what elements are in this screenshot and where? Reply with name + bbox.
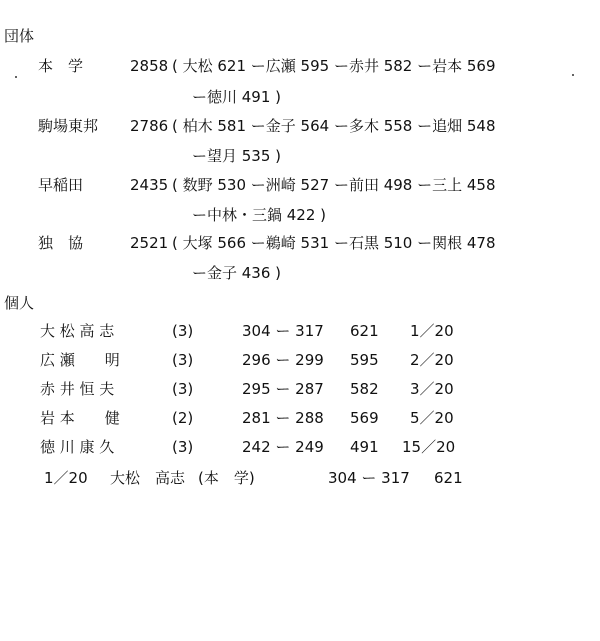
player-grade: (3) <box>172 380 194 398</box>
individual-heading: 個人 <box>4 294 35 312</box>
player-scores: 281 ー 288 <box>242 409 324 427</box>
team-school: 本 学 <box>38 57 84 75</box>
team-total: 2858 <box>130 57 169 75</box>
margin-dot <box>572 74 574 76</box>
player-rank: 1／20 <box>410 322 454 340</box>
player-total: 595 <box>350 351 379 369</box>
player-total: 491 <box>350 438 379 456</box>
team-members-line1: ( 柏木 581 ー金子 564 ー多木 558 ー追畑 548 <box>172 117 496 135</box>
player-rank: 3／20 <box>410 380 454 398</box>
summary-scores: 304 ー 317 <box>328 469 410 487</box>
team-members-line1: ( 大松 621 ー広瀬 595 ー赤井 582 ー岩本 569 <box>172 57 496 75</box>
team-total: 2786 <box>130 117 169 135</box>
player-scores: 242 ー 249 <box>242 438 324 456</box>
summary-name: 大松 高志 <box>110 469 186 487</box>
player-rank: 5／20 <box>410 409 454 427</box>
margin-dot <box>15 76 17 78</box>
team-school: 早稲田 <box>38 176 84 194</box>
player-name: 広 瀬 明 <box>40 351 120 369</box>
player-name: 岩 本 健 <box>40 409 120 427</box>
player-name: 徳 川 康 久 <box>40 438 115 456</box>
team-heading: 団体 <box>4 27 35 45</box>
team-school: 駒場東邦 <box>38 117 99 135</box>
player-rank: 2／20 <box>410 351 454 369</box>
team-school: 独 協 <box>38 234 84 252</box>
summary-rank: 1／20 <box>44 469 88 487</box>
player-grade: (3) <box>172 322 194 340</box>
player-scores: 304 ー 317 <box>242 322 324 340</box>
player-grade: (3) <box>172 438 194 456</box>
team-total: 2521 <box>130 234 169 252</box>
player-total: 621 <box>350 322 379 340</box>
player-scores: 295 ー 287 <box>242 380 324 398</box>
player-name: 大 松 高 志 <box>40 322 115 340</box>
team-members-line2: ー金子 436 ) <box>192 264 282 282</box>
player-scores: 296 ー 299 <box>242 351 324 369</box>
team-members-line2: ー望月 535 ) <box>192 147 282 165</box>
player-total: 582 <box>350 380 379 398</box>
team-members-line2: ー中林・三鍋 422 ) <box>192 206 327 224</box>
player-rank: 15／20 <box>402 438 456 456</box>
team-members-line2: ー徳川 491 ) <box>192 88 282 106</box>
team-members-line1: ( 数野 530 ー洲崎 527 ー前田 498 ー三上 458 <box>172 176 496 194</box>
team-total: 2435 <box>130 176 169 194</box>
team-members-line1: ( 大塚 566 ー鵜崎 531 ー石黒 510 ー関根 478 <box>172 234 496 252</box>
summary-school: (本 学) <box>198 469 255 487</box>
player-grade: (2) <box>172 409 194 427</box>
player-total: 569 <box>350 409 379 427</box>
player-name: 赤 井 恒 夫 <box>40 380 115 398</box>
summary-total: 621 <box>434 469 463 487</box>
player-grade: (3) <box>172 351 194 369</box>
